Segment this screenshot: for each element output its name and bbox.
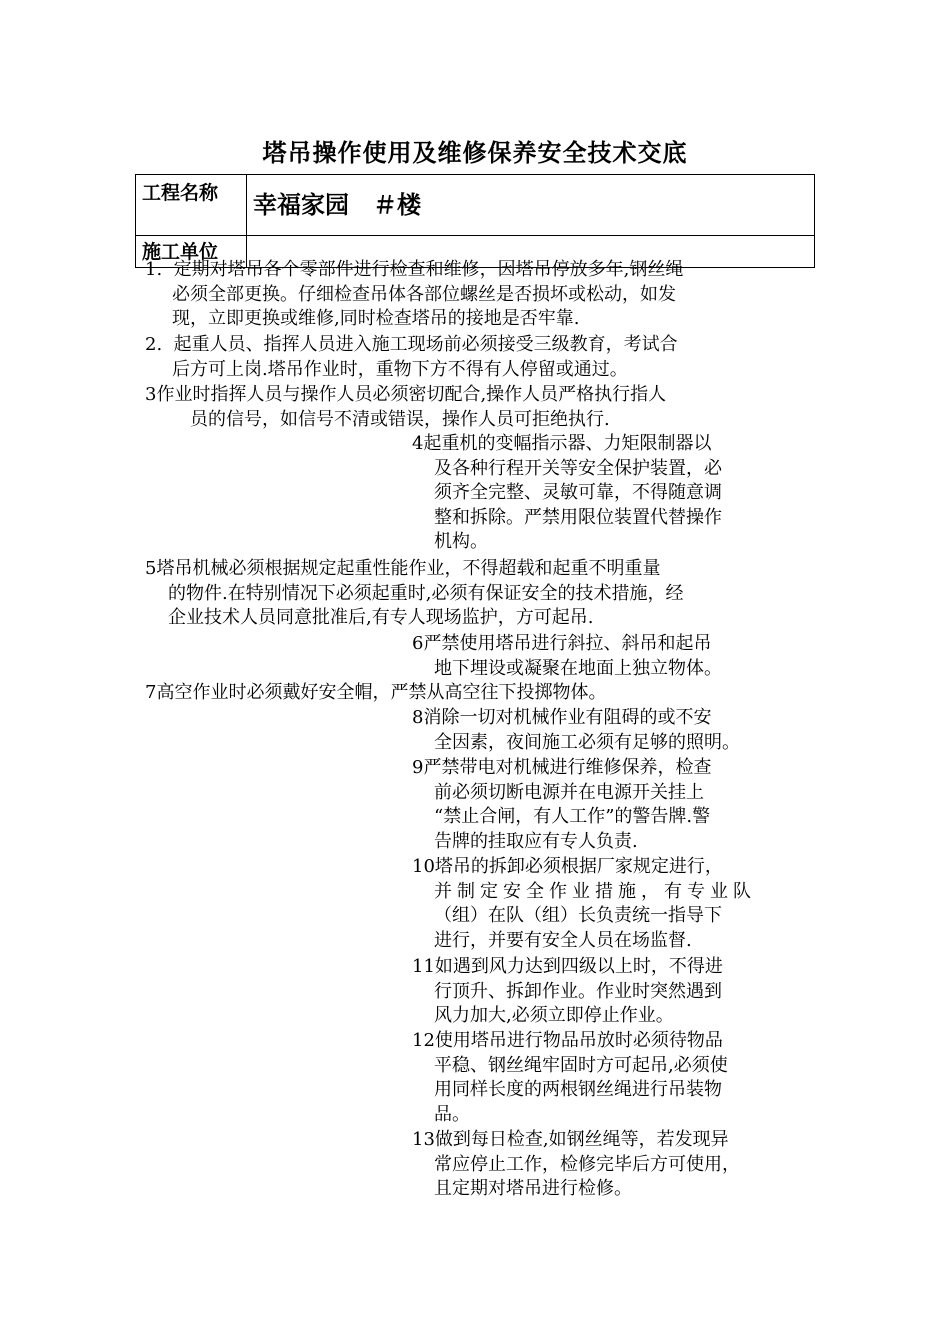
item-text: 全因素，夜间施工必须有足够的照明。 [434, 731, 740, 753]
item-text: 品。 [434, 1103, 470, 1125]
document-title: 塔吊操作使用及维修保养安全技术交底 [262, 139, 688, 167]
item-number: 2. [145, 334, 163, 355]
item-text: 常应停止工作，检修完毕后方可使用， [434, 1153, 740, 1175]
item-text: 定期对塔吊各个零部件进行检查和维修，因塔吊停放多年,钢丝绳 [173, 259, 684, 280]
list-item [412, 632, 722, 681]
item-text: 严禁带电对机械进行维修保养，检查 [423, 757, 712, 778]
item-text: 塔吊的拆卸必须根据厂家规定进行， [434, 856, 723, 877]
item-text: （组）在队（组）长负责统一指导下 [434, 905, 722, 926]
list-item [412, 855, 756, 953]
item-text: 如遇到风力达到四级以上时，不得进 [434, 956, 723, 977]
list-item [145, 681, 606, 706]
list-item [412, 955, 723, 1029]
item-text: 作业时指挥人员与操作人员必须密切配合,操作人员严格执行指人 [156, 384, 667, 405]
item-text: 员的信号，如信号不清或错误，操作人员可拒绝执行. [190, 408, 610, 430]
project-name-label: 工程名称 [136, 175, 247, 236]
list-item [145, 557, 683, 631]
item-text: 地下埋设或凝聚在地面上独立物体。 [434, 657, 722, 679]
item-text: 起重机的变幅指示器、力矩限制器以 [423, 433, 712, 454]
item-text: “禁止合闸，有人工作”的警告牌.警 [434, 806, 711, 827]
item-number: 12 [412, 1030, 435, 1051]
item-number: 11 [412, 956, 435, 977]
project-name-value: 幸福家园 ＃楼 [247, 175, 815, 236]
item-number: 6 [412, 633, 424, 654]
list-item [412, 1128, 740, 1202]
item-text: 进行，并要有安全人员在场监督. [434, 929, 692, 951]
item-text: 前必须切断电源并在电源开关挂上 [434, 781, 704, 803]
item-number: 9 [412, 757, 424, 778]
item-text: 用同样长度的两根钢丝绳进行吊装物 [434, 1079, 722, 1100]
item-text: 后方可上岗.塔吊作业时，重物下方不得有人停留或通过。 [172, 358, 628, 380]
list-item [145, 333, 678, 382]
item-text: 做到每日检查,如钢丝绳等，若发现异 [434, 1129, 729, 1150]
item-text: 平稳、钢丝绳牢固时方可起吊,必须使 [434, 1054, 728, 1076]
item-text: 企业技术人员同意批准后,有专人现场监护，方可起吊. [168, 607, 594, 628]
item-text: 塔吊机械必须根据规定起重性能作业，不得超载和起重不明重量 [156, 558, 661, 579]
item-number: 7 [145, 682, 157, 703]
item-number: 10 [412, 856, 435, 877]
item-text: 并制定安全作业措施，有专业队 [434, 880, 756, 902]
project-info-table [135, 174, 815, 268]
item-text: 必须全部更换。仔细检查吊体各部位螺丝是否损坏或松动，如发 [172, 283, 676, 305]
project-name-row [136, 175, 815, 236]
list-item [145, 258, 683, 332]
list-item [412, 706, 740, 755]
item-text: 机构。 [434, 531, 488, 552]
item-text: 现，立即更换或维修,同时检查塔吊的接地是否牢靠. [172, 308, 580, 329]
item-number: 1. [145, 259, 163, 280]
list-item [412, 1029, 728, 1127]
list-item [145, 383, 666, 432]
item-text: 严禁使用塔吊进行斜拉、斜吊和起吊 [423, 633, 712, 654]
item-text: 告牌的挂取应有专人负责. [434, 830, 638, 852]
item-text: 使用塔吊进行物品吊放时必须待物品 [434, 1030, 723, 1051]
item-text: 整和拆除。严禁用限位装置代替操作 [434, 506, 722, 528]
item-text: 行顶升、拆卸作业。作业时突然遇到 [434, 980, 722, 1002]
item-number: 8 [412, 707, 424, 728]
item-number: 4 [412, 433, 424, 454]
item-number: 3 [145, 384, 157, 405]
construction-unit-label: 施工单位 [136, 236, 247, 268]
list-item [412, 432, 722, 555]
list-item [412, 756, 711, 854]
item-text: 高空作业时必须戴好安全帽，严禁从高空往下投掷物体。 [156, 682, 607, 703]
item-number: 13 [412, 1129, 435, 1150]
item-text: 须齐全完整、灵敏可靠，不得随意调 [434, 482, 722, 503]
item-number: 5 [145, 558, 157, 579]
item-text: 及各种行程开关等安全保护装置，必 [434, 457, 722, 479]
item-text: 风力加大,必须立即停止作业。 [434, 1005, 674, 1026]
item-text: 起重人员、指挥人员进入施工现场前必须接受三级教育，考试合 [173, 334, 678, 355]
item-text: 且定期对塔吊进行检修。 [434, 1178, 632, 1199]
item-text: 消除一切对机械作业有阻碍的或不安 [423, 707, 712, 728]
item-text: 的物件.在特别情况下必须起重时,必须有保证安全的技术措施，经 [168, 582, 684, 604]
